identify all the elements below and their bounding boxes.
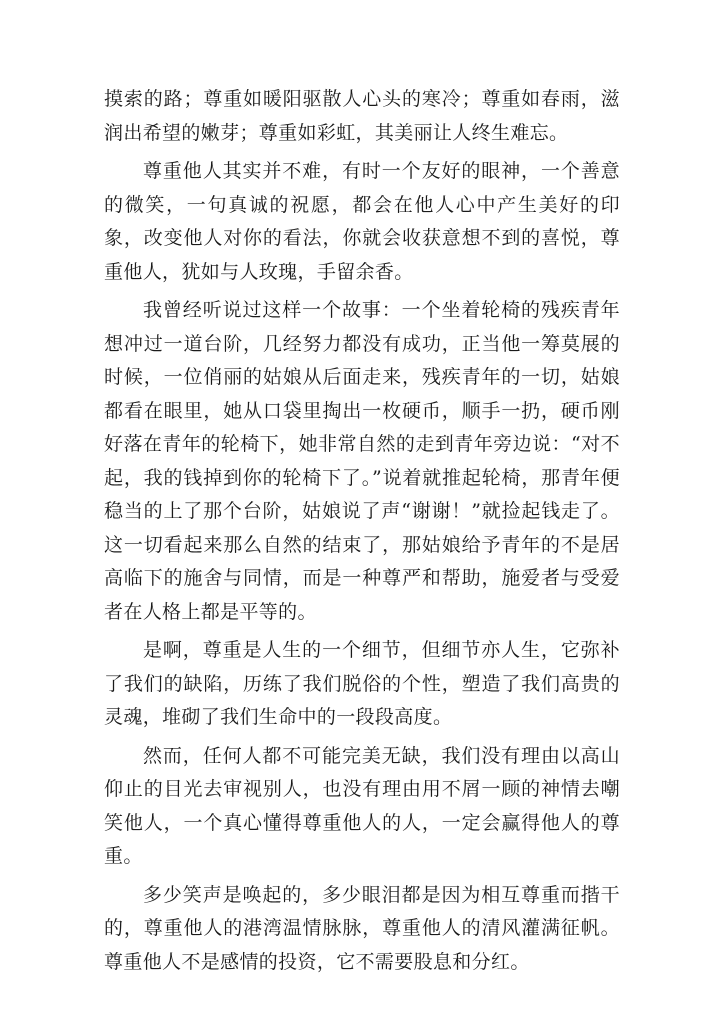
- paragraph-3: 我曾经听说过这样一个故事：一个坐着轮椅的残疾青年想冲过一道台阶，几经努力都没有成功，正当他一筹莫展的时候，一位俏丽的姑娘从后面走来，残疾青年的一切，姑娘都看在眼里，她从口袋里掏出一枚硬币，顺手一扔，硬币刚好落在青年的轮椅下，她非常自然的走到青年旁边说：“对不起，我的钱掉到你的轮椅下了。”说着就推起轮椅，那青年便稳当的上了那个台阶，姑娘说了声“谢谢！”就捡起钱走了。这一切看起来那么自然的结束了，那姑娘给予青年的不是居高临下的施舍与同情，而是一种尊严和帮助，施爱者与受爱者在人格上都是平等的。: [104, 299, 620, 623]
- document-body: [104, 83, 620, 984]
- paragraph-1: 摸索的路；尊重如暖阳驱散人心头的寒冷；尊重如春雨，滋润出希望的嫩芽；尊重如彩虹，其美丽让人终生难忘。: [104, 88, 620, 144]
- paragraph-4: 是啊，尊重是人生的一个细节，但细节亦人生，它弥补了我们的缺陷，历练了我们脱俗的个性，塑造了我们高贵的灵魂，堆砌了我们生命中的一段段高度。: [104, 639, 620, 728]
- paragraph-2: 尊重他人其实并不难，有时一个友好的眼神，一个善意的微笑，一句真诚的祝愿，都会在他人心中产生美好的印象，改变他人对你的看法，你就会收获意想不到的喜悦，尊重他人，犹如与人玫瑰，手留余香。: [104, 160, 620, 283]
- paragraph-5: 然而，任何人都不可能完美无缺，我们没有理由以高山仰止的目光去审视别人，也没有理由用不屑一顾的神情去嘲笑他人，一个真心懂得尊重他人的人，一定会赢得他人的尊重。: [104, 744, 620, 867]
- paragraph-6: 多少笑声是唤起的，多少眼泪都是因为相互尊重而揩干的，尊重他人的港湾温情脉脉，尊重他人的清风灌满征帆。尊重他人不是感情的投资，它不需要股息和分红。: [104, 883, 620, 973]
